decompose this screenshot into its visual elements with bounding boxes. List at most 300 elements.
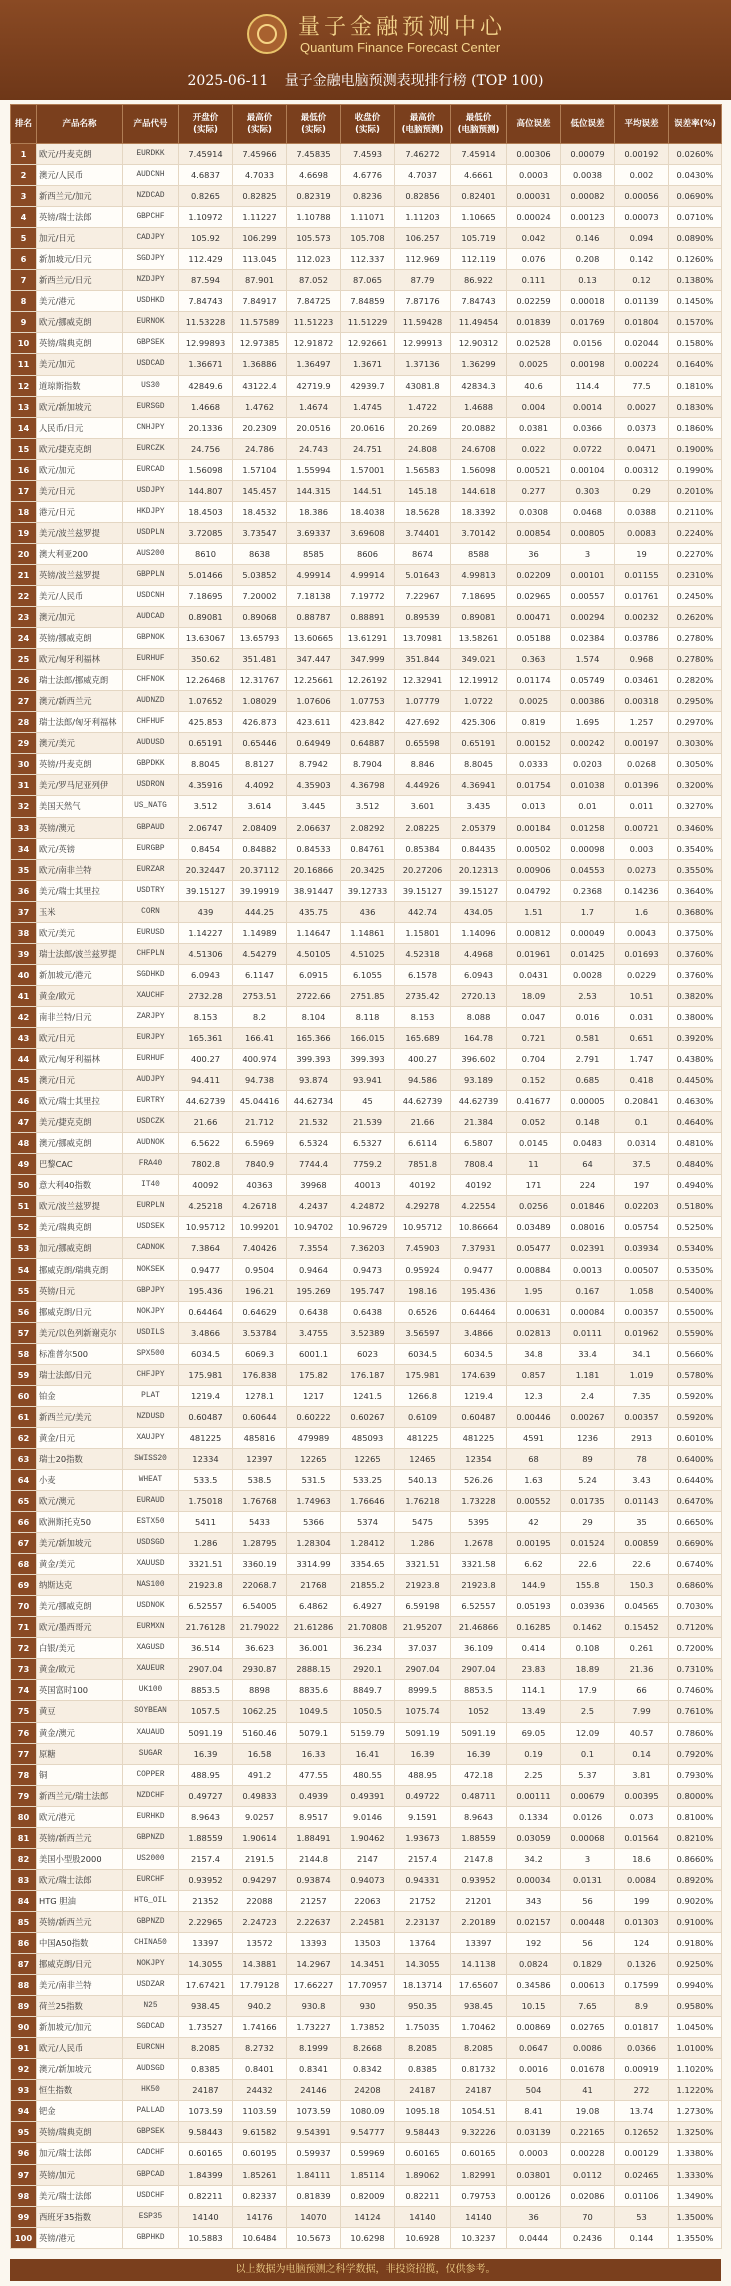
- high-error-cell: 0.02528: [507, 333, 561, 354]
- product-code-cell: XAUAUD: [123, 1722, 179, 1743]
- low-cell: 5079.1: [287, 1722, 341, 1743]
- open-cell: 1.88559: [179, 1827, 233, 1848]
- pred-high-cell: 4.7037: [395, 165, 451, 186]
- high-cell: 7.45966: [233, 144, 287, 165]
- close-cell: 20.3425: [341, 859, 395, 880]
- rank-cell: 73: [11, 1659, 37, 1680]
- close-cell: 6.4927: [341, 1596, 395, 1617]
- close-cell: 0.8236: [341, 186, 395, 207]
- error-rate-cell: 0.7310%: [669, 1659, 722, 1680]
- product-name-cell: 新西兰元/日元: [37, 270, 123, 291]
- close-cell: 485093: [341, 1427, 395, 1448]
- rank-cell: 40: [11, 964, 37, 985]
- table-row: [11, 880, 722, 901]
- product-name-cell: 欧元/捷克克朗: [37, 438, 123, 459]
- pred-low-cell: 10.86664: [451, 1217, 507, 1238]
- high-error-cell: 34.2: [507, 1848, 561, 1869]
- error-rate-cell: 0.3680%: [669, 901, 722, 922]
- error-rate-cell: 1.1220%: [669, 2080, 722, 2101]
- open-cell: 3.4866: [179, 1322, 233, 1343]
- table-row: [11, 1217, 722, 1238]
- error-rate-cell: 1.3250%: [669, 2122, 722, 2143]
- low-error-cell: 0.0483: [561, 1133, 615, 1154]
- low-error-cell: 0.04553: [561, 859, 615, 880]
- close-cell: 4.6776: [341, 165, 395, 186]
- product-code-cell: CHINA50: [123, 1932, 179, 1953]
- high-error-cell: 0.00195: [507, 1533, 561, 1554]
- low-cell: 1.74963: [287, 1491, 341, 1512]
- close-cell: 1.76646: [341, 1491, 395, 1512]
- product-code-cell: EURCZK: [123, 438, 179, 459]
- column-header: 低位误差: [561, 105, 615, 144]
- avg-error-cell: 0.0268: [615, 754, 669, 775]
- pred-high-cell: 5475: [395, 1512, 451, 1533]
- avg-error-cell: 40.57: [615, 1722, 669, 1743]
- low-cell: 16.33: [287, 1743, 341, 1764]
- product-name-cell: 澳元/人民币: [37, 165, 123, 186]
- avg-error-cell: 7.99: [615, 1701, 669, 1722]
- error-rate-cell: 0.1860%: [669, 417, 722, 438]
- product-name-cell: 纳斯达克: [37, 1575, 123, 1596]
- error-rate-cell: 0.7460%: [669, 1680, 722, 1701]
- low-cell: 2.22637: [287, 1911, 341, 1932]
- avg-error-cell: 0.00129: [615, 2143, 669, 2164]
- high-cell: 1062.25: [233, 1701, 287, 1722]
- error-rate-cell: 0.0710%: [669, 207, 722, 228]
- close-cell: 7759.2: [341, 1154, 395, 1175]
- low-error-cell: 0.02086: [561, 2185, 615, 2206]
- error-rate-cell: 0.3760%: [669, 964, 722, 985]
- product-code-cell: USDCNH: [123, 585, 179, 606]
- low-cell: 4.6698: [287, 165, 341, 186]
- high-error-cell: 0.022: [507, 438, 561, 459]
- product-name-cell: 澳元/新加坡元: [37, 2059, 123, 2080]
- rank-cell: 94: [11, 2101, 37, 2122]
- low-cell: 5366: [287, 1512, 341, 1533]
- pred-high-cell: 1.37136: [395, 354, 451, 375]
- close-cell: 14124: [341, 2206, 395, 2227]
- low-error-cell: 70: [561, 2206, 615, 2227]
- error-rate-cell: 0.9940%: [669, 1975, 722, 1996]
- product-name-cell: 挪威克朗/日元: [37, 1954, 123, 1975]
- product-code-cell: NOKSEK: [123, 1259, 179, 1280]
- high-cell: 2.24723: [233, 1911, 287, 1932]
- pred-low-cell: 21.46866: [451, 1617, 507, 1638]
- high-error-cell: 0.00521: [507, 459, 561, 480]
- pred-low-cell: 24.6708: [451, 438, 507, 459]
- low-error-cell: 0.00448: [561, 1911, 615, 1932]
- high-error-cell: 0.02157: [507, 1911, 561, 1932]
- product-code-cell: EURCNH: [123, 2038, 179, 2059]
- error-rate-cell: 0.5920%: [669, 1385, 722, 1406]
- pred-high-cell: 0.49722: [395, 1785, 451, 1806]
- close-cell: 7.84859: [341, 291, 395, 312]
- open-cell: 0.8265: [179, 186, 233, 207]
- product-code-cell: USDHKD: [123, 291, 179, 312]
- high-cell: 4.4092: [233, 775, 287, 796]
- high-cell: 22088: [233, 1890, 287, 1911]
- product-code-cell: CHFHUF: [123, 712, 179, 733]
- error-rate-cell: 0.3800%: [669, 1006, 722, 1027]
- avg-error-cell: 272: [615, 2080, 669, 2101]
- product-name-cell: 美元/港元: [37, 291, 123, 312]
- high-error-cell: 0.819: [507, 712, 561, 733]
- error-rate-cell: 0.7030%: [669, 1596, 722, 1617]
- low-cell: 0.59937: [287, 2143, 341, 2164]
- low-error-cell: 64: [561, 1154, 615, 1175]
- error-rate-cell: 0.6470%: [669, 1491, 722, 1512]
- table-row: [11, 270, 722, 291]
- table-row: [11, 1764, 722, 1785]
- high-error-cell: 0.19: [507, 1743, 561, 1764]
- open-cell: 8.2085: [179, 2038, 233, 2059]
- close-cell: 3.512: [341, 796, 395, 817]
- low-cell: 13.60665: [287, 628, 341, 649]
- pred-low-cell: 20.0882: [451, 417, 507, 438]
- high-cell: 45.04416: [233, 1091, 287, 1112]
- close-cell: 8.2668: [341, 2038, 395, 2059]
- avg-error-cell: 0.03934: [615, 1238, 669, 1259]
- product-code-cell: AUDNOK: [123, 1133, 179, 1154]
- table-row: [11, 901, 722, 922]
- low-error-cell: 0.01678: [561, 2059, 615, 2080]
- high-cell: 106.299: [233, 228, 287, 249]
- error-rate-cell: 0.0690%: [669, 186, 722, 207]
- high-error-cell: 0.03489: [507, 1217, 561, 1238]
- low-error-cell: 0.02765: [561, 2017, 615, 2038]
- error-rate-cell: 0.5660%: [669, 1343, 722, 1364]
- pred-high-cell: 3.56597: [395, 1322, 451, 1343]
- brand-name-en: Quantum Finance Forecast Center: [300, 40, 501, 55]
- product-code-cell: XAUJPY: [123, 1427, 179, 1448]
- column-header: 收盘价 (实际): [341, 105, 395, 144]
- high-error-cell: 0.00306: [507, 144, 561, 165]
- error-rate-cell: 0.6440%: [669, 1469, 722, 1490]
- rank-cell: 24: [11, 628, 37, 649]
- low-cell: 8.9517: [287, 1806, 341, 1827]
- product-name-cell: 欧元/加元: [37, 459, 123, 480]
- pred-low-cell: 0.64464: [451, 1301, 507, 1322]
- pred-low-cell: 2720.13: [451, 985, 507, 1006]
- avg-error-cell: 0.00395: [615, 1785, 669, 1806]
- high-error-cell: 6.62: [507, 1554, 561, 1575]
- rank-cell: 89: [11, 1996, 37, 2017]
- open-cell: 0.82211: [179, 2185, 233, 2206]
- table-row: [11, 2206, 722, 2227]
- low-cell: 3314.99: [287, 1554, 341, 1575]
- high-cell: 1278.1: [233, 1385, 287, 1406]
- pred-high-cell: 1.286: [395, 1533, 451, 1554]
- high-error-cell: 2.25: [507, 1764, 561, 1785]
- pred-low-cell: 93.189: [451, 1070, 507, 1091]
- product-name-cell: 欧元/人民币: [37, 2038, 123, 2059]
- pred-low-cell: 0.81732: [451, 2059, 507, 2080]
- product-code-cell: UK100: [123, 1680, 179, 1701]
- table-row: [11, 1364, 722, 1385]
- pred-high-cell: 18.5628: [395, 501, 451, 522]
- product-code-cell: EURHUF: [123, 649, 179, 670]
- high-error-cell: 0.0256: [507, 1196, 561, 1217]
- product-code-cell: SUGAR: [123, 1743, 179, 1764]
- close-cell: 195.747: [341, 1280, 395, 1301]
- low-error-cell: 0.01258: [561, 817, 615, 838]
- pred-high-cell: 21.66: [395, 1112, 451, 1133]
- high-cell: 1.14989: [233, 922, 287, 943]
- close-cell: 1080.09: [341, 2101, 395, 2122]
- pred-low-cell: 13397: [451, 1932, 507, 1953]
- product-name-cell: 瑞士法郎/匈牙利福林: [37, 712, 123, 733]
- high-error-cell: 0.00126: [507, 2185, 561, 2206]
- low-cell: 3.69337: [287, 522, 341, 543]
- product-code-cell: XAUUSD: [123, 1554, 179, 1575]
- low-cell: 477.55: [287, 1764, 341, 1785]
- product-code-cell: NZDUSD: [123, 1406, 179, 1427]
- rank-cell: 15: [11, 438, 37, 459]
- table-row: [11, 1154, 722, 1175]
- rank-cell: 30: [11, 754, 37, 775]
- rank-cell: 48: [11, 1133, 37, 1154]
- high-error-cell: 504: [507, 2080, 561, 2101]
- high-error-cell: 8.41: [507, 2101, 561, 2122]
- rank-cell: 4: [11, 207, 37, 228]
- product-name-cell: 英镑/澳元: [37, 817, 123, 838]
- low-error-cell: 0.00018: [561, 291, 615, 312]
- low-cell: 423.611: [287, 712, 341, 733]
- high-cell: 145.457: [233, 480, 287, 501]
- table-row: [11, 712, 722, 733]
- product-code-cell: USDSGD: [123, 1533, 179, 1554]
- rank-cell: 50: [11, 1175, 37, 1196]
- product-code-cell: ESP35: [123, 2206, 179, 2227]
- open-cell: 20.1336: [179, 417, 233, 438]
- product-name-cell: 新西兰元/瑞士法郎: [37, 1785, 123, 1806]
- product-name-cell: 欧元/墨西哥元: [37, 1617, 123, 1638]
- high-cell: 2930.87: [233, 1659, 287, 1680]
- low-cell: 531.5: [287, 1469, 341, 1490]
- low-error-cell: 1.7: [561, 901, 615, 922]
- table-row: [11, 1954, 722, 1975]
- high-cell: 43122.4: [233, 375, 287, 396]
- pred-low-cell: 5395: [451, 1512, 507, 1533]
- pred-high-cell: 1075.74: [395, 1701, 451, 1722]
- low-error-cell: 0.01524: [561, 1533, 615, 1554]
- product-code-cell: EURHKD: [123, 1806, 179, 1827]
- error-rate-cell: 0.2110%: [669, 501, 722, 522]
- high-error-cell: 0.0025: [507, 691, 561, 712]
- high-cell: 8.2: [233, 1006, 287, 1027]
- avg-error-cell: 0.261: [615, 1638, 669, 1659]
- low-cell: 3.445: [287, 796, 341, 817]
- high-error-cell: 0.0016: [507, 2059, 561, 2080]
- product-code-cell: USDCHF: [123, 2185, 179, 2206]
- rank-cell: 33: [11, 817, 37, 838]
- high-error-cell: 0.04792: [507, 880, 561, 901]
- high-cell: 14.3881: [233, 1954, 287, 1975]
- low-cell: 1049.5: [287, 1701, 341, 1722]
- open-cell: 8.9643: [179, 1806, 233, 1827]
- rank-cell: 77: [11, 1743, 37, 1764]
- low-cell: 12.25661: [287, 670, 341, 691]
- low-cell: 0.6438: [287, 1301, 341, 1322]
- open-cell: 12.99893: [179, 333, 233, 354]
- avg-error-cell: 0.00192: [615, 144, 669, 165]
- table-row: [11, 1406, 722, 1427]
- low-error-cell: 0.00386: [561, 691, 615, 712]
- low-cell: 2888.15: [287, 1659, 341, 1680]
- low-cell: 8.1999: [287, 2038, 341, 2059]
- column-header: 排名: [11, 105, 37, 144]
- rank-cell: 2: [11, 165, 37, 186]
- close-cell: 4.99914: [341, 564, 395, 585]
- high-error-cell: 0.414: [507, 1638, 561, 1659]
- high-cell: 400.974: [233, 1049, 287, 1070]
- pred-low-cell: 1052: [451, 1701, 507, 1722]
- open-cell: 2157.4: [179, 1848, 233, 1869]
- low-error-cell: 0.0014: [561, 396, 615, 417]
- low-cell: 435.75: [287, 901, 341, 922]
- high-cell: 1.11227: [233, 207, 287, 228]
- product-code-cell: AUDCNH: [123, 165, 179, 186]
- product-name-cell: 美元/瑞士其里拉: [37, 880, 123, 901]
- low-cell: 11.51223: [287, 312, 341, 333]
- error-rate-cell: 0.7930%: [669, 1764, 722, 1785]
- error-rate-cell: 0.3750%: [669, 922, 722, 943]
- high-error-cell: 0.01754: [507, 775, 561, 796]
- product-code-cell: IT40: [123, 1175, 179, 1196]
- error-rate-cell: 0.1570%: [669, 312, 722, 333]
- open-cell: 0.8454: [179, 838, 233, 859]
- open-cell: 7.84743: [179, 291, 233, 312]
- high-cell: 11.57589: [233, 312, 287, 333]
- pred-low-cell: 7.37931: [451, 1238, 507, 1259]
- error-rate-cell: 0.7120%: [669, 1617, 722, 1638]
- product-name-cell: 英镑/丹麦克朗: [37, 754, 123, 775]
- pred-high-cell: 21.95207: [395, 1617, 451, 1638]
- table-row: [11, 354, 722, 375]
- table-row: [11, 1848, 722, 1869]
- low-error-cell: 0.0126: [561, 1806, 615, 1827]
- low-cell: 12.91872: [287, 333, 341, 354]
- low-error-cell: 0.02384: [561, 628, 615, 649]
- low-cell: 1217: [287, 1385, 341, 1406]
- column-header: 产品名称: [37, 105, 123, 144]
- high-error-cell: 0.857: [507, 1364, 561, 1385]
- low-cell: 1.55994: [287, 459, 341, 480]
- product-code-cell: US_NATG: [123, 796, 179, 817]
- product-code-cell: HKDJPY: [123, 501, 179, 522]
- table-row: [11, 1385, 722, 1406]
- table-row: [11, 1491, 722, 1512]
- rank-cell: 54: [11, 1259, 37, 1280]
- pred-high-cell: 7.87176: [395, 291, 451, 312]
- pred-high-cell: 6.1578: [395, 964, 451, 985]
- product-name-cell: 美元/瑞典克朗: [37, 1217, 123, 1238]
- report-title: 量子金融电脑预测表现排行榜 (TOP 100): [284, 73, 544, 89]
- high-error-cell: 0.0145: [507, 1133, 561, 1154]
- error-rate-cell: 0.9100%: [669, 1911, 722, 1932]
- pred-low-cell: 1.73228: [451, 1491, 507, 1512]
- pred-high-cell: 351.844: [395, 649, 451, 670]
- low-cell: 36.001: [287, 1638, 341, 1659]
- pred-high-cell: 2735.42: [395, 985, 451, 1006]
- low-error-cell: 0.13: [561, 270, 615, 291]
- open-cell: 1219.4: [179, 1385, 233, 1406]
- close-cell: 112.337: [341, 249, 395, 270]
- high-error-cell: 0.0025: [507, 354, 561, 375]
- close-cell: 5374: [341, 1512, 395, 1533]
- table-row: [11, 249, 722, 270]
- low-cell: 20.0516: [287, 417, 341, 438]
- product-code-cell: XAGUSD: [123, 1638, 179, 1659]
- high-cell: 10.6484: [233, 2227, 287, 2248]
- pred-low-cell: 8.9643: [451, 1806, 507, 1827]
- high-error-cell: 0.721: [507, 1027, 561, 1048]
- low-error-cell: 0.2436: [561, 2227, 615, 2248]
- product-code-cell: N25: [123, 1996, 179, 2017]
- pred-high-cell: 14.3055: [395, 1954, 451, 1975]
- table-row: [11, 333, 722, 354]
- high-error-cell: 1.95: [507, 1280, 561, 1301]
- low-error-cell: 0.01769: [561, 312, 615, 333]
- product-code-cell: GBPNZD: [123, 1827, 179, 1848]
- high-error-cell: 0.00884: [507, 1259, 561, 1280]
- close-cell: 12.92661: [341, 333, 395, 354]
- low-cell: 399.393: [287, 1049, 341, 1070]
- avg-error-cell: 3.43: [615, 1469, 669, 1490]
- low-error-cell: 41: [561, 2080, 615, 2101]
- close-cell: 0.60267: [341, 1406, 395, 1427]
- error-rate-cell: 0.3920%: [669, 1027, 722, 1048]
- low-cell: 105.573: [287, 228, 341, 249]
- error-rate-cell: 0.0260%: [669, 144, 722, 165]
- pred-low-cell: 11.49454: [451, 312, 507, 333]
- table-row: [11, 1112, 722, 1133]
- error-rate-cell: 0.8000%: [669, 1785, 722, 1806]
- error-rate-cell: 0.8660%: [669, 1848, 722, 1869]
- avg-error-cell: 0.0388: [615, 501, 669, 522]
- low-cell: 0.4939: [287, 1785, 341, 1806]
- high-cell: 6069.3: [233, 1343, 287, 1364]
- avg-error-cell: 1.6: [615, 901, 669, 922]
- pred-low-cell: 2147.8: [451, 1848, 507, 1869]
- error-rate-cell: 0.6650%: [669, 1512, 722, 1533]
- low-cell: 21.61286: [287, 1617, 341, 1638]
- high-error-cell: 0.0308: [507, 501, 561, 522]
- product-name-cell: 新西兰元/加元: [37, 186, 123, 207]
- table-row: [11, 312, 722, 333]
- product-code-cell: EURUSD: [123, 922, 179, 943]
- pred-low-cell: 21923.8: [451, 1575, 507, 1596]
- avg-error-cell: 2913: [615, 1427, 669, 1448]
- close-cell: 1.85114: [341, 2164, 395, 2185]
- low-cell: 112.023: [287, 249, 341, 270]
- low-error-cell: 56: [561, 1890, 615, 1911]
- pred-high-cell: 0.65598: [395, 733, 451, 754]
- product-code-cell: EURZAR: [123, 859, 179, 880]
- rank-cell: 21: [11, 564, 37, 585]
- pred-high-cell: 39.15127: [395, 880, 451, 901]
- rank-cell: 98: [11, 2185, 37, 2206]
- close-cell: 3.52389: [341, 1322, 395, 1343]
- high-cell: 21.79022: [233, 1617, 287, 1638]
- rank-cell: 20: [11, 543, 37, 564]
- pred-high-cell: 24.808: [395, 438, 451, 459]
- low-error-cell: 2.791: [561, 1049, 615, 1070]
- table-row: [11, 838, 722, 859]
- product-name-cell: 英镑/日元: [37, 1280, 123, 1301]
- pred-high-cell: 9.58443: [395, 2122, 451, 2143]
- low-cell: 21768: [287, 1575, 341, 1596]
